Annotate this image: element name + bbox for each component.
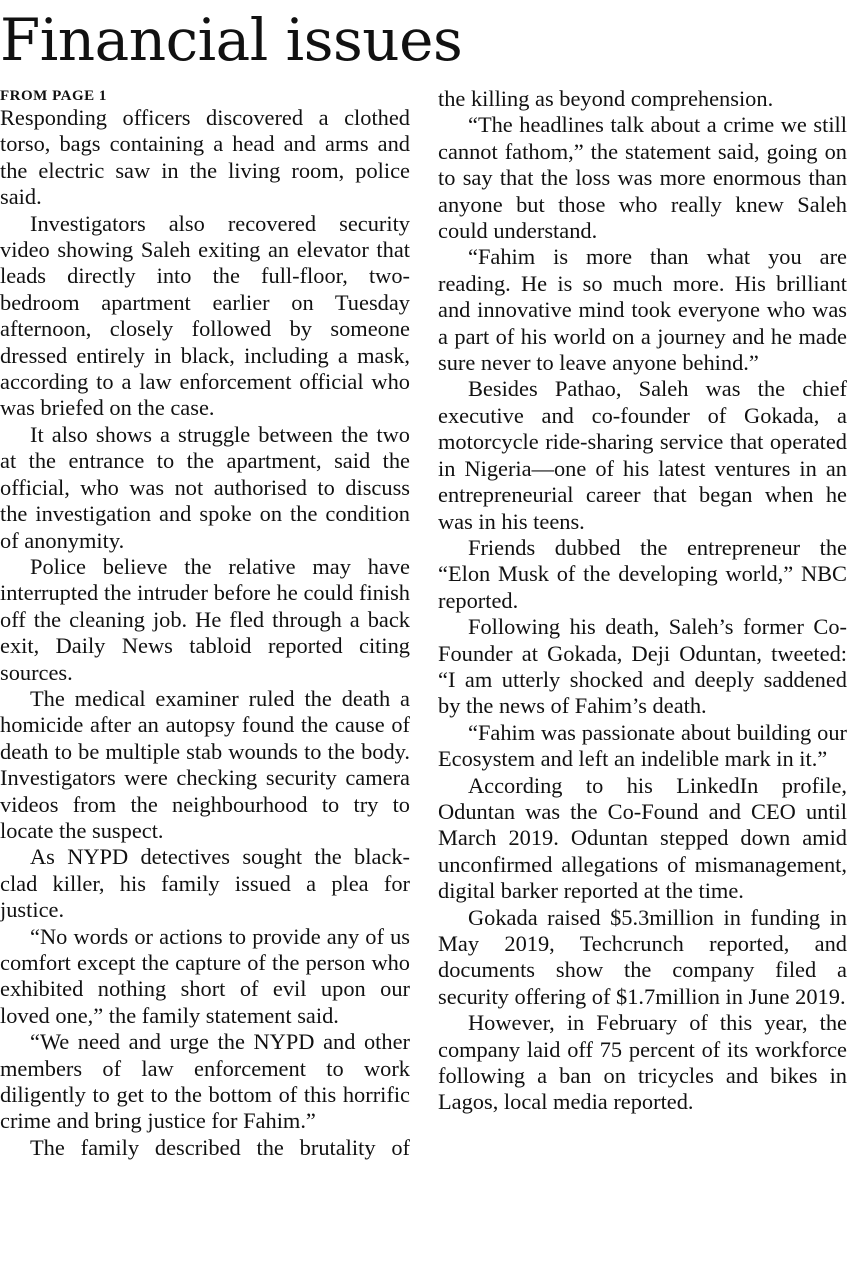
paragraph: Investigators also recovered security video showing Saleh exiting an elevator that leads directly into the full-floor, two-bedroom apartment earlier on Tuesday afternoon, closely followed by someone dressed entirely in black, including a mask, according to a law enforcement official who was briefed on the case.: [0, 210, 410, 421]
article-column-left: [0, 86, 410, 1161]
paragraph: It also shows a struggle between the two at the entrance to the apartment, said the official, who was not authorised to discuss the investigation and spoke on the condition of anonymity.: [0, 421, 410, 553]
headline: Financial issues: [0, 6, 463, 74]
continuation-kicker: FROM PAGE 1: [0, 88, 107, 104]
paragraph: Police believe the relative may have interrupted the intruder before he could finish off the cleaning job. He fled through a back exit, Daily News tabloid reported citing sources.: [0, 553, 410, 685]
paragraph: the killing as beyond comprehension.: [438, 86, 774, 111]
paragraph: Gokada raised $5.3million in funding in May 2019, Techcrunch reported, and documents show the company filed a security offering of $1.7million in June 2019.: [438, 904, 847, 1009]
paragraph: According to his LinkedIn profile, Oduntan was the Co-Found and CEO until March 2019. Oduntan stepped down amid unconfirmed allegations of mismanagement, digital barker reported at the time.: [438, 772, 847, 904]
paragraph: However, in February of this year, the company laid off 75 percent of its workforce following a ban on tricycles and bikes in Lagos, local media reported.: [438, 1010, 847, 1115]
paragraph: “Fahim was passionate about building our Ecosystem and left an indelible mark in it.”: [438, 719, 847, 772]
article-column-right: [438, 86, 847, 1116]
paragraph: Besides Pathao, Saleh was the chief executive and co-founder of Gokada, a motorcycle ride-sharing service that operated in Nigeria—one of his latest ventures in an entrepreneurial career that began when he was in his teens.: [438, 376, 847, 534]
paragraph: “The headlines talk about a crime we still cannot fathom,” the statement said, going on to say that the loss was more enormous than anyone but those who really knew Saleh could understand.: [438, 112, 847, 244]
paragraph: “Fahim is more than what you are reading. He is so much more. His brilliant and innovative mind took everyone who was a part of his world on a journey and he made sure never to leave anyone behind.”: [438, 244, 847, 376]
paragraph: The family described the brutality of: [30, 1134, 410, 1160]
paragraph: Responding officers discovered a clothed torso, bags containing a head and arms and the electric saw in the living room, police said.: [0, 105, 410, 210]
paragraph: “We need and urge the NYPD and other members of law enforcement to work diligently to get to the bottom of this horrific crime and bring justice for Fahim.”: [0, 1029, 410, 1134]
paragraph: Friends dubbed the entrepreneur the “Elon Musk of the developing world,” NBC reported.: [438, 534, 847, 613]
paragraph: The medical examiner ruled the death a homicide after an autopsy found the cause of death to be multiple stab wounds to the body. Investigators were checking security camera videos from the neighbourhood to try to locate the suspect.: [0, 685, 410, 843]
paragraph: “No words or actions to provide any of us comfort except the capture of the person who exhibited nothing short of evil upon our loved one,” the family statement said.: [0, 923, 410, 1028]
paragraph: As NYPD detectives sought the black-clad killer, his family issued a plea for justice.: [0, 844, 410, 923]
paragraph: Following his death, Saleh’s former Co-Founder at Gokada, Deji Oduntan, tweeted: “I am utterly shocked and deeply saddened by the news of Fahim’s death.: [438, 614, 847, 719]
